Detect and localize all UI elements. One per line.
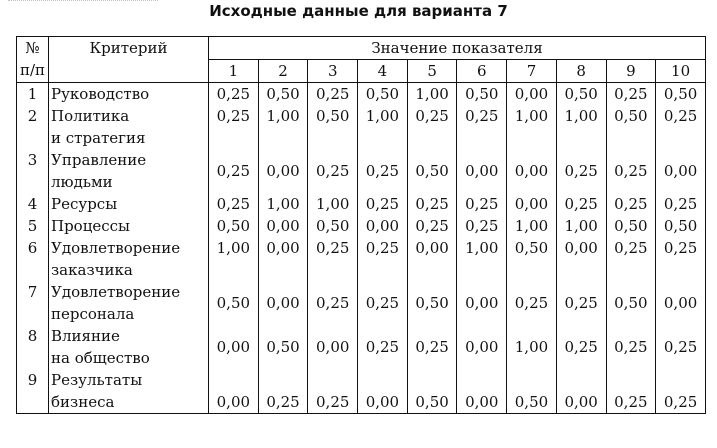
value-cell: 0,00: [457, 149, 507, 193]
column-header-9: 9: [606, 60, 656, 83]
value-cell: 0,00: [258, 281, 308, 325]
value-cell: 1,00: [507, 105, 557, 149]
value-cell: 0,00: [308, 325, 358, 369]
value-cell: 0,50: [358, 83, 408, 106]
value-cell: 0,00: [457, 325, 507, 369]
value-cell: 0,00: [358, 369, 408, 414]
column-header-8: 8: [556, 60, 606, 83]
value-cell: 0,00: [457, 281, 507, 325]
value-cell: 1,00: [358, 105, 408, 149]
value-cell: 0,25: [308, 281, 358, 325]
column-header-2: 2: [258, 60, 308, 83]
value-cell: 0,50: [606, 215, 656, 237]
value-cell: 0,25: [358, 325, 408, 369]
value-cell: 0,00: [556, 369, 606, 414]
table-row: [17, 237, 706, 281]
value-cell: 0,00: [507, 83, 557, 106]
value-cell: 0,25: [308, 237, 358, 281]
value-cell: 0,25: [258, 369, 308, 414]
value-cell: 0,00: [457, 369, 507, 414]
value-cell: 0,50: [407, 369, 457, 414]
column-header-5: 5: [407, 60, 457, 83]
value-cell: 0,50: [457, 83, 507, 106]
value-cell: 0,25: [457, 193, 507, 215]
value-cell: 1,00: [209, 237, 259, 281]
value-cell: 0,00: [209, 369, 259, 414]
row-criterion: Политика и стратегия: [49, 105, 209, 149]
value-cell: 0,25: [656, 369, 706, 414]
value-cell: 0,00: [258, 149, 308, 193]
value-cell: 0,25: [663, 239, 698, 257]
value-cell: 0,25: [663, 107, 698, 125]
value-cell: 1,00: [308, 193, 358, 215]
value-cell: 0,50: [556, 83, 606, 106]
value-cell: 0,25: [308, 369, 358, 414]
table-row: [17, 281, 706, 325]
value-cell: 0,00: [663, 162, 698, 180]
value-cell: 0,50: [308, 105, 358, 149]
value-cell: 1,00: [556, 105, 606, 149]
row-criterion: Ресурсы: [49, 193, 209, 215]
value-cell: 0,25: [407, 193, 457, 215]
value-cell: 0,25: [606, 237, 656, 281]
value-cell: 0,50: [407, 281, 457, 325]
value-cell: 0,25: [358, 281, 408, 325]
value-cell: 0,50: [209, 215, 259, 237]
value-cell: 0,25: [606, 193, 656, 215]
value-cell: 0,50: [507, 237, 557, 281]
header-criterion: Критерий: [49, 37, 209, 83]
value-cell: 0,00: [556, 237, 606, 281]
value-cell: 0,50: [258, 83, 308, 106]
value-cell: 0,00: [507, 193, 557, 215]
value-cell: 0,25: [457, 215, 507, 237]
row-number: 9: [17, 369, 49, 414]
value-cell: 0,50: [606, 281, 656, 325]
value-cell: 0,25: [407, 105, 457, 149]
row-criterion: Руководство: [49, 83, 209, 106]
value-cell: 1,00: [457, 237, 507, 281]
value-cell: 0,25: [407, 325, 457, 369]
table-row: [17, 369, 706, 414]
value-cell: 0,25: [209, 105, 259, 149]
value-cell: 0,25: [358, 193, 408, 215]
value-cell: 0,50: [507, 369, 557, 414]
value-cell: 0,00: [507, 149, 557, 193]
value-cell: 1,00: [258, 193, 308, 215]
value-cell: 0,00: [258, 215, 308, 237]
value-cell: 0,50: [209, 281, 259, 325]
value-cell: 0,25: [507, 281, 557, 325]
value-cell: 0,50: [407, 149, 457, 193]
table-row: [17, 105, 706, 149]
row-criterion: Процессы: [49, 215, 209, 237]
value-cell: 0,25: [358, 237, 408, 281]
value-cell: 0,25: [407, 215, 457, 237]
row-number: 6: [17, 237, 49, 281]
value-cell: 0,25: [209, 149, 259, 193]
column-header-4: 4: [358, 60, 408, 83]
row-number: 2: [17, 105, 49, 149]
value-cell: 0,25: [209, 193, 259, 215]
value-cell: 0,25: [606, 369, 656, 414]
value-cell: 1,00: [407, 83, 457, 106]
value-cell: 1,00: [556, 215, 606, 237]
value-cell: 1,00: [507, 215, 557, 237]
value-cell: 0,00: [358, 215, 408, 237]
value-cell: 0,25: [308, 83, 358, 106]
header-values: Значение показателя: [209, 37, 706, 60]
value-cell: 0,25: [606, 325, 656, 369]
table-row: [17, 83, 706, 106]
value-cell: 1,00: [507, 325, 557, 369]
row-criterion: Результаты бизнеса: [49, 369, 209, 414]
value-cell: 0,25: [663, 195, 698, 213]
table-row: [17, 325, 706, 369]
value-cell: 0,50: [258, 325, 308, 369]
value-cell: 0,25: [663, 338, 698, 356]
column-header-1: 1: [209, 60, 259, 83]
row-number: 4: [17, 193, 49, 215]
value-cell: 0,00: [407, 237, 457, 281]
table-row: [17, 193, 706, 215]
value-cell: 0,00: [209, 325, 259, 369]
row-number: 5: [17, 215, 49, 237]
header-num-line2: п/п: [19, 61, 46, 79]
value-cell: 1,00: [258, 105, 308, 149]
value-cell: 0,25: [556, 149, 606, 193]
value-cell: 0,50: [663, 85, 698, 103]
value-cell: 0,00: [258, 237, 308, 281]
value-cell: 0,25: [606, 83, 656, 106]
value-cell: 0,00: [663, 294, 698, 312]
value-cell: 0,25: [209, 83, 259, 106]
row-criterion: Удовлетворение заказчика: [49, 237, 209, 281]
header-num: [17, 37, 49, 83]
row-criterion: Влияние на общество: [49, 325, 209, 369]
column-header-7: 7: [507, 60, 557, 83]
column-header-6: 6: [457, 60, 507, 83]
value-cell: 0,50: [606, 105, 656, 149]
value-cell: 0,50: [663, 217, 698, 235]
row-number: 8: [17, 325, 49, 369]
value-cell: 0,25: [556, 281, 606, 325]
value-cell: 0,25: [556, 325, 606, 369]
column-header-10: 10: [656, 60, 706, 83]
value-cell: 0,25: [606, 149, 656, 193]
table-row: [17, 215, 706, 237]
value-cell: 0,50: [308, 215, 358, 237]
row-number: 7: [17, 281, 49, 325]
row-criterion: Удовлетворение персонала: [49, 281, 209, 325]
value-cell: 0,25: [457, 105, 507, 149]
value-cell: 0,25: [556, 193, 606, 215]
header-num-line1: №: [25, 39, 40, 57]
page-title: Исходные данные для варианта 7: [209, 2, 508, 20]
row-number: 1: [17, 83, 49, 106]
row-criterion: Управление людьми: [49, 149, 209, 193]
column-header-3: 3: [308, 60, 358, 83]
value-cell: 0,25: [308, 149, 358, 193]
table-row: [17, 149, 706, 193]
row-number: 3: [17, 149, 49, 193]
value-cell: 0,25: [358, 149, 408, 193]
data-table: [16, 36, 706, 414]
